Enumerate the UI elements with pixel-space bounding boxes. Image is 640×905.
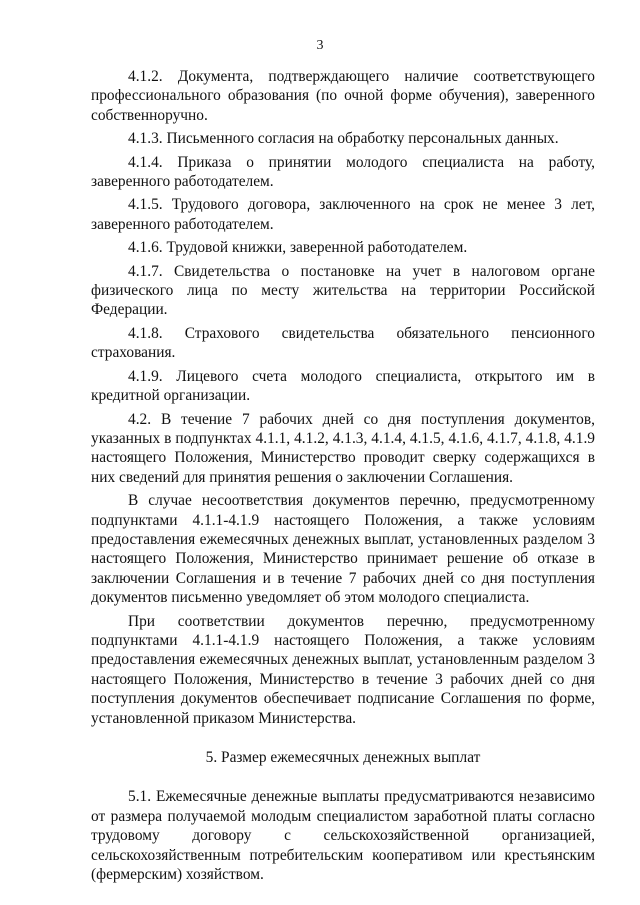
paragraph-4-1-7: 4.1.7. Свидетельства о постановке на учет в налоговом органе физического лица по месту жительства на территории Российской Федерации.	[91, 262, 595, 319]
paragraph-5-1: 5.1. Ежемесячные денежные выплаты предусматриваются независимо от размера получаемой молодым специалистом заработной платы согласно трудовому договору с сельскохозяйственной организацией, сельскохозяйственным потребительским кооперативом или крестьянским (фермерским) хозяйством.	[91, 788, 595, 884]
paragraph-4-1-8: 4.1.8. Страхового свидетельства обязательного пенсионного страхования.	[91, 324, 595, 362]
paragraph-4-1-4: 4.1.4. Приказа о принятии молодого специалиста на работу, заверенного работодателем.	[91, 153, 595, 191]
paragraph-4-1-6: 4.1.6. Трудовой книжки, заверенной работодателем.	[128, 239, 468, 257]
paragraph-4-1-9: 4.1.9. Лицевого счета молодого специалиста, открытого им в кредитной организации.	[91, 367, 595, 405]
paragraph-4-1-3: 4.1.3. Письменного согласия на обработку персональных данных.	[128, 130, 559, 148]
paragraph-4-1-2: 4.1.2. Документа, подтверждающего наличие соответствующего профессионального образования (по очной форме обучения), заверенного собственноручно.	[91, 68, 595, 124]
page-number: 3	[316, 38, 324, 53]
paragraph-4-1-5: 4.1.5. Трудового договора, заключенного на срок не менее 3 лет, заверенного работодателем.	[91, 196, 595, 233]
section-heading: 5. Размер ежемесячных денежных выплат	[205, 749, 481, 766]
paragraph-4-2: 4.2. В течение 7 рабочих дней со дня поступления документов, указанных в подпунктах 4.1.1, 4.1.2, 4.1.3, 4.1.4, 4.1.5, 4.1.6, 4.1.7, 4.1.8, 4.1.9 настоящего Положения, Министерство проводит сверку содержащихся в них сведений для принятия решения о заключении Соглашения.	[91, 410, 595, 486]
document-body	[91, 67, 595, 888]
paragraph-approval: При соответствии документов перечню, предусмотренному подпунктами 4.1.1-4.1.9 настоящего Положения, а также условиям предоставления ежемесячных денежных выплат, установленным разделом 3 настоящего Положения, Министерство в течение 3 рабочих дней со дня поступления документов обеспечивает подписание Соглашения по форме, установленной приказом Министерства.	[91, 612, 595, 727]
paragraph-refusal: В случае несоответствия документов перечню, предусмотренному подпунктами 4.1.1-4.1.9 настоящего Положения, а также условиям предоставления ежемесячных денежных выплат, установленных разделом 3 настоящего Положения, Министерство принимает решение об отказе в заключении Соглашения и в течение 7 рабочих дней со дня поступления документов письменно уведомляет об этом молодого специалиста.	[91, 492, 595, 607]
